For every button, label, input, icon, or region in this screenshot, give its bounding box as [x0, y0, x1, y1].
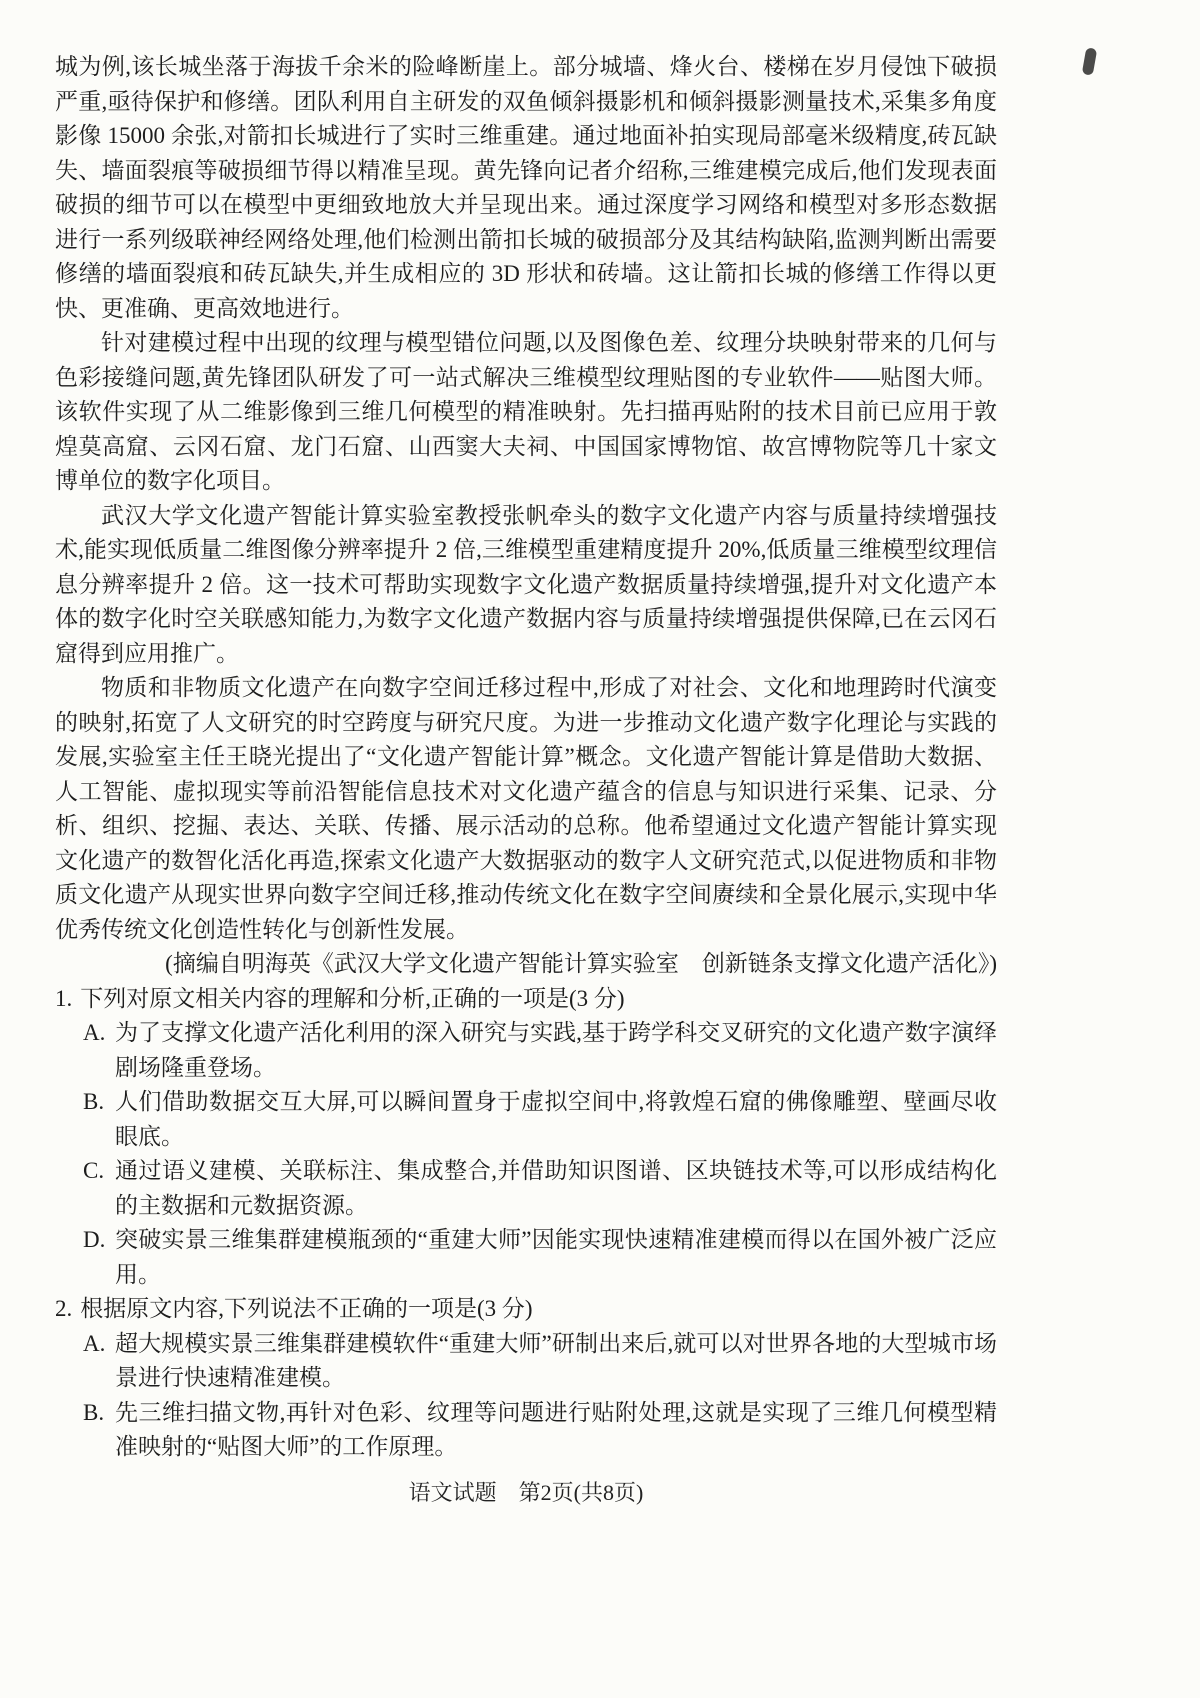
question-2-stem-text: 根据原文内容,下列说法不正确的一项是(3 分): [80, 1296, 533, 1321]
exam-content: [55, 50, 997, 1465]
page-footer: [55, 1476, 997, 1511]
page-footer-text: 语文试题 第2页(共8页): [408, 1480, 644, 1505]
question-1-option-b: [55, 1085, 997, 1154]
option-text: 人们借助数据交互大屏,可以瞬间置身于虚拟空间中,将敦煌石窟的佛像雕塑、壁画尽收眼底。: [115, 1089, 997, 1149]
question-2-stem: [55, 1292, 997, 1327]
question-2-option-b: [55, 1396, 997, 1465]
question-1: [55, 982, 997, 1293]
option-label: A.: [83, 1020, 106, 1045]
option-text: 超大规模实景三维集群建模软件“重建大师”研制出来后,就可以对世界各地的大型城市场景进行快速精准建模。: [115, 1330, 997, 1390]
scan-artifact: [1082, 47, 1098, 75]
option-label: B.: [83, 1089, 105, 1114]
body-paragraph-4: 物质和非物质文化遗产在向数字空间迁移过程中,形成了对社会、文化和地理跨时代演变的映射,拓宽了人文研究的时空跨度与研究尺度。为进一步推动文化遗产数字化理论与实践的发展,实验室主任王晓光提出了“文化遗产智能计算”概念。文化遗产智能计算是借助大数据、人工智能、虚拟现实等前沿智能信息技术对文化遗产蕴含的信息与知识进行采集、记录、分析、组织、挖掘、表达、关联、传播、展示活动的总称。他希望通过文化遗产智能计算实现文化遗产的数智化活化再造,探索文化遗产大数据驱动的数字人文研究范式,以促进物质和非物质文化遗产从现实世界向数字空间迁移,推动传统文化在数字空间赓续和全景化展示,实现中华优秀传统文化创造性转化与创新性发展。: [55, 675, 997, 942]
source-citation: (摘编自明海英《武汉大学文化遗产智能计算实验室 创新链条支撑文化遗产活化》): [165, 951, 997, 976]
body-paragraph-2: 针对建模过程中出现的纹理与模型错位问题,以及图像色差、纹理分块映射带来的几何与色彩接缝问题,黄先锋团队研发了可一站式解决三维模型纹理贴图的专业软件——贴图大师。该软件实现了从二维影像到三维几何模型的精准映射。先扫描再贴附的技术目前已应用于敦煌莫高窟、云冈石窟、龙门石窟、山西窦大夫祠、中国国家博物馆、故宫博物院等几十家文博单位的数字化项目。: [55, 330, 997, 493]
option-label: A.: [83, 1330, 106, 1356]
question-1-stem-text: 下列对原文相关内容的理解和分析,正确的一项是(3 分): [80, 985, 625, 1011]
body-paragraph-3: 武汉大学文化遗产智能计算实验室教授张帆牵头的数字文化遗产内容与质量持续增强技术,能实现低质量二维图像分辨率提升 2 倍,三维模型重建精度提升 20%,低质量三维模型纹理信息分辨率提升 2 倍。这一技术可帮助实现数字文化遗产数据质量持续增强,提升对文化遗产本体的数字化时空关联感知能力,为数字文化遗产数据内容与质量持续增强提供保障,已在云冈石窟得到应用推广。: [55, 502, 997, 666]
question-2-option-a: [55, 1327, 997, 1396]
question-1-option-c: [55, 1154, 997, 1223]
question-2-number: 2.: [55, 1296, 73, 1321]
option-label: D.: [83, 1227, 106, 1252]
question-1-stem: [55, 982, 997, 1017]
option-text: 通过语义建模、关联标注、集成整合,并借助知识图谱、区块链技术等,可以形成结构化的主数据和元数据资源。: [115, 1158, 997, 1218]
question-1-number: 1.: [55, 985, 73, 1011]
option-text: 先三维扫描文物,再针对色彩、纹理等问题进行贴附处理,这就是实现了三维几何模型精准映射的“贴图大师”的工作原理。: [115, 1399, 997, 1459]
question-1-option-a: [55, 1016, 997, 1085]
body-paragraph-1: 城为例,该长城坐落于海拔千余米的险峰断崖上。部分城墙、烽火台、楼梯在岁月侵蚀下破损严重,亟待保护和修缮。团队利用自主研发的双鱼倾斜摄影机和倾斜摄影测量技术,采集多角度影像 15000 余张,对箭扣长城进行了实时三维重建。通过地面补拍实现局部毫米级精度,砖瓦缺失、墙面裂痕等破损细节得以精准呈现。黄先锋向记者介绍称,三维建模完成后,他们发现表面破损的细节可以在模型中更细致地放大并呈现出来。通过深度学习网络和模型对多形态数据进行一系列级联神经网络处理,他们检测出箭扣长城的破损部分及其结构缺陷,监测判断出需要修缮的墙面裂痕和砖瓦缺失,并生成相应的 3D 形状和砖墙。这让箭扣长城的修缮工作得以更快、更准确、更高效地进行。: [55, 54, 998, 321]
option-label: B.: [83, 1399, 105, 1425]
option-text: 突破实景三维集群建模瓶颈的“重建大师”因能实现快速精准建模而得以在国外被广泛应用。: [115, 1227, 997, 1287]
question-1-option-d: [55, 1223, 997, 1292]
option-label: C.: [83, 1158, 105, 1183]
question-2: [55, 1292, 997, 1465]
option-text: 为了支撑文化遗产活化利用的深入研究与实践,基于跨学科交叉研究的文化遗产数字演绎剧场隆重登场。: [115, 1020, 997, 1080]
